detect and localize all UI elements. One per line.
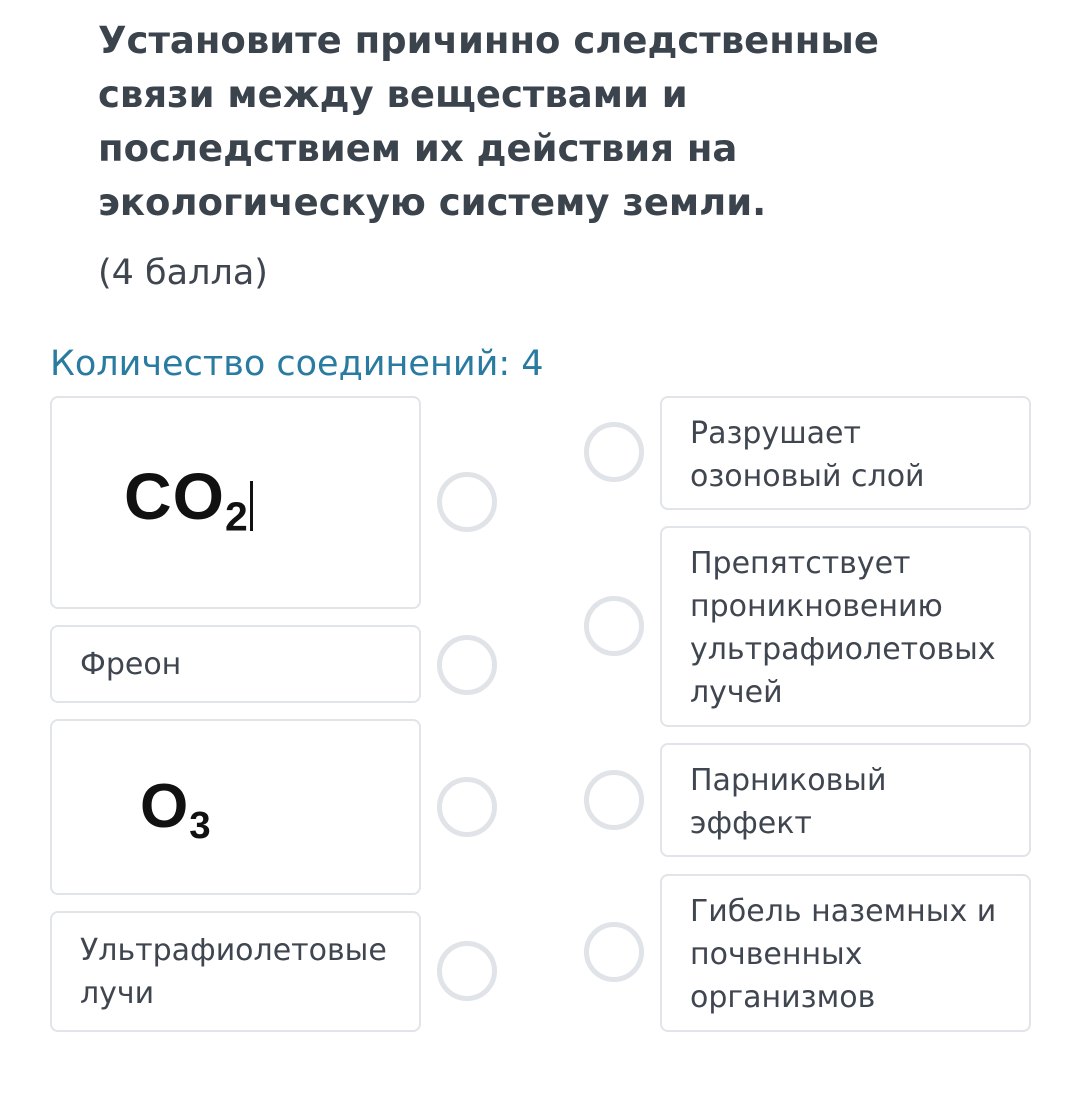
left-connector-3[interactable] [437, 777, 497, 837]
label-line: озоновый слой [690, 459, 925, 494]
label-line: ультрафиолетовых [690, 632, 996, 667]
right-item-label [690, 412, 925, 498]
label-line: эффект [690, 806, 812, 841]
title-line: последствием их действия на [98, 127, 738, 170]
label-line: лучи [80, 976, 155, 1011]
label-line: почвенных [690, 937, 863, 972]
right-item-uv-block[interactable] [660, 526, 1031, 727]
formula-co2 [124, 458, 253, 540]
question-title [98, 14, 998, 230]
title-line: экологическую систему земли. [98, 181, 767, 224]
left-connector-4[interactable] [437, 941, 497, 1001]
label-line: Разрушает [690, 416, 861, 451]
connections-count: Количество соединений: 4 [50, 344, 544, 384]
text-cursor [250, 481, 253, 531]
label-line: проникновению [690, 589, 943, 624]
left-item-label [80, 929, 387, 1015]
formula-subscript: 3 [189, 803, 211, 847]
label-line: Парниковый [690, 763, 887, 798]
right-connector-3[interactable] [584, 770, 644, 830]
label-line: Ультрафиолетовые [80, 933, 387, 968]
right-connector-4[interactable] [584, 922, 644, 982]
right-connector-1[interactable] [584, 422, 644, 482]
formula-o3 [140, 771, 211, 848]
left-connector-2[interactable] [437, 635, 497, 695]
right-item-label [690, 542, 996, 714]
right-connector-2[interactable] [584, 596, 644, 656]
formula-subscript: 2 [225, 493, 248, 540]
left-item-co2[interactable] [50, 396, 421, 609]
right-item-label [690, 759, 886, 845]
label-line: Гибель наземных и [690, 894, 997, 929]
left-item-uv[interactable] [50, 911, 421, 1032]
formula-base: O [140, 772, 190, 841]
left-item-freon[interactable] [50, 625, 421, 703]
right-item-label [690, 890, 996, 1019]
title-line: Установите причинно следственные [98, 19, 879, 62]
left-item-label: Фреон [80, 647, 182, 682]
left-item-o3[interactable] [50, 719, 421, 895]
title-line: связи между веществами и [98, 73, 688, 116]
question-points: (4 балла) [98, 253, 268, 293]
label-line: Препятствует [690, 546, 911, 581]
label-line: организмов [690, 980, 876, 1015]
right-item-organisms[interactable] [660, 874, 1031, 1032]
right-item-ozone[interactable] [660, 396, 1031, 510]
right-item-greenhouse[interactable] [660, 743, 1031, 857]
left-connector-1[interactable] [437, 472, 497, 532]
label-line: лучей [690, 675, 783, 710]
formula-base: CO [124, 459, 225, 533]
